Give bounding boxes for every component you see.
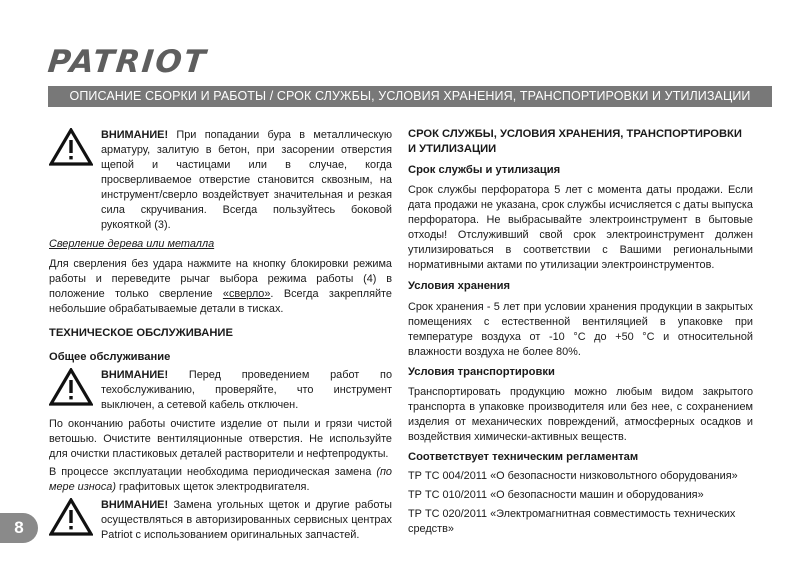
brushes-text-b: графитовых щеток электродвигателя. (115, 481, 310, 493)
maintenance-heading: ТЕХНИЧЕСКОЕ ОБСЛУЖИВАНИЕ (49, 327, 233, 339)
brand-logo: PATRIOT (46, 44, 209, 80)
regulation-item: ТР ТС 010/2011 «О безопасности машин и оборудования» (408, 489, 704, 501)
section-banner: ОПИСАНИЕ СБОРКИ И РАБОТЫ / СРОК СЛУЖБЫ, УСЛОВИЯ ХРАНЕНИЯ, ТРАНСПОРТИРОВКИ И УТИЛИЗАЦИИ (48, 86, 772, 107)
service-life-main-heading: СРОК СЛУЖБЫ, УСЛОВИЯ ХРАНЕНИЯ, ТРАНСПОРТИРОВКИ И УТИЛИЗАЦИИ (408, 128, 742, 155)
warning-body: Перед проведением работ по техобслуживанию, проверяйте, что инструмент выключен, а сетевой кабель отключен. (101, 369, 392, 411)
transport-paragraph: Транспортировать продукцию можно любым видом закрытого транспорта в упаковке производителя или без нее, с сохранением изделия от механических повреждений, атмосферных осадков и воздействия химически-активных веществ. (408, 386, 753, 443)
brushes-text-a: В процессе эксплуатации необходима периодическая замена (49, 466, 377, 478)
regulation-item: ТР ТС 004/2011 «О безопасности низковольтного оборудования» (408, 470, 738, 482)
warning-text (101, 368, 392, 413)
general-maintenance-heading: Общее обслуживание (49, 351, 171, 363)
warning-label: ВНИМАНИЕ! (101, 129, 169, 141)
drilling-paragraph (49, 257, 392, 317)
warning-triangle-icon (49, 368, 93, 406)
warning-label: ВНИМАНИЕ! (101, 499, 169, 511)
drilling-text-a: Для сверления без удара нажмите на кнопку блокировки режима работы и переведите рычаг выбора режима работы (4) в положение только сверление (49, 258, 392, 300)
warning-block (49, 368, 392, 413)
warning-text (101, 498, 392, 543)
warning-triangle-icon (49, 128, 93, 166)
page-number: 8 (0, 513, 38, 543)
drilling-heading (49, 237, 392, 252)
drill-mode-link: «сверло» (222, 288, 271, 300)
cleaning-paragraph: По окончанию работы очистите изделие от пыли и грязи чистой ветошью. Очистите вентиляционные отверстия. Не используйте для очистки пластиковых деталей растворители и нефтепродукты. (49, 418, 392, 460)
brushes-paragraph (49, 465, 392, 495)
drilling-heading-text: Сверление дерева или металла (49, 238, 215, 250)
warning-block (49, 498, 392, 543)
brushes-text-italic: (по мере износа) (49, 466, 392, 493)
transport-heading: Условия транспортировки (408, 366, 555, 378)
right-column (408, 127, 753, 537)
regulation-item: ТР ТС 020/2011 «Электромагнитная совместимость технических средств» (408, 508, 736, 535)
warning-body: Замена угольных щеток и другие работы осуществляться в авторизированных сервисных центрах Patriot с использованием оригинальных запчастей. (101, 499, 392, 541)
service-life-heading: Срок службы и утилизация (408, 164, 561, 176)
storage-heading: Условия хранения (408, 280, 511, 292)
warning-block (49, 128, 392, 233)
service-life-paragraph: Срок службы перфоратора 5 лет с момента даты продажи. Если дата продажи не указана, срок службы исчисляется с даты выпуска перфоратора. Не выбрасывайте электроинструмент в бытовые отходы! Отслуживший свой срок электроинструмент должен утилизироваться в соответствии с Вашими региональными нормативными актами по утилизации электроинструментов. (408, 184, 753, 271)
drilling-text-b: . Всегда закрепляйте небольшие обрабатываемые детали в тисках. (49, 288, 392, 315)
storage-paragraph: Срок хранения - 5 лет при условии хранения продукции в закрытых помещениях с естественной вентиляцией в упаковке при температуре воздуха от -10 °С до +50 °С и относительной влажности воздуха не более 80%. (408, 301, 753, 358)
warning-body: При попадании бура в металлическую арматуру, залитую в бетон, при засорении отверстия щепой и частицами или в случае, когда просверливаемое отверстие становится сквозным, на инструмент/сверло воздействует значительная и резкая сила скручивания. Всегда пользуйтесь боковой рукояткой (3). (101, 129, 392, 231)
warning-label: ВНИМАНИЕ! (101, 369, 169, 381)
warning-triangle-icon (49, 498, 93, 536)
warning-text (101, 128, 392, 233)
regulations-heading: Соответствует техническим регламентам (408, 451, 639, 463)
left-column (49, 128, 392, 543)
